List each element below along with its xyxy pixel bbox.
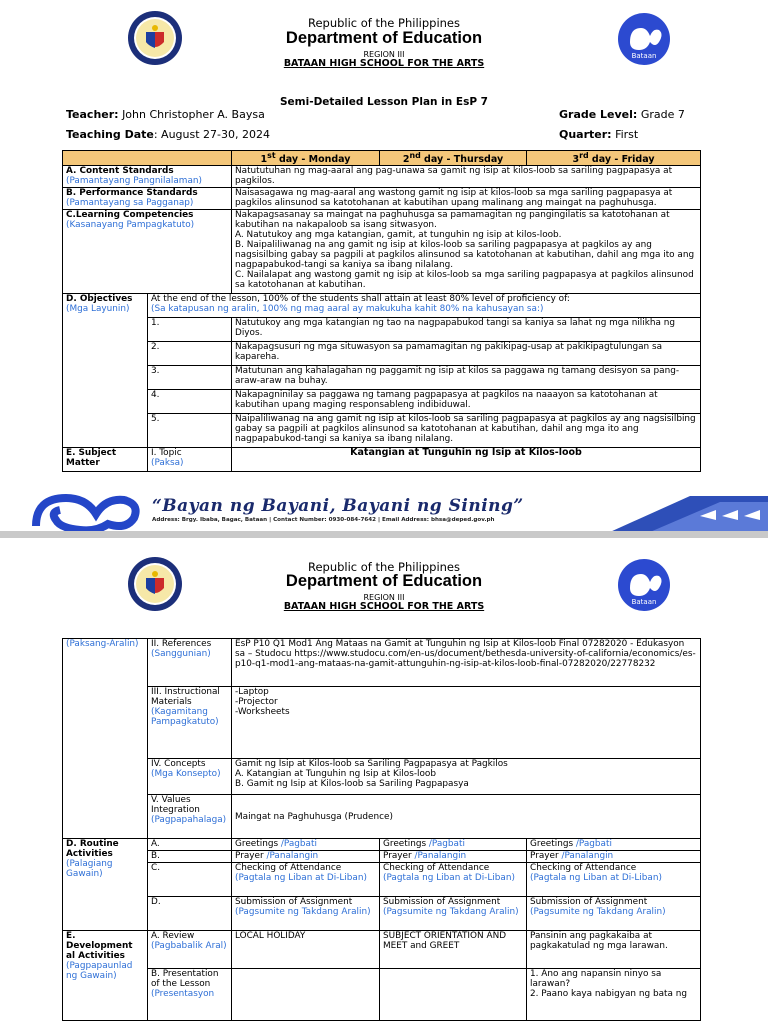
republic-text: Republic of the Philippines: [307, 560, 461, 574]
objective-row: 3. Matutunan ang kahalagahan ng paggamit ng isip at kilos sa paggawa ng tamang desisyon sa pang-araw-araw na buhay.: [63, 366, 701, 390]
page-separator: [0, 531, 768, 538]
page-2: [0, 538, 768, 1024]
objective-row: 2. Nakapagsusuri ng mga situwasyon sa pamamagitan ng pakikipag-usap at pakikipagtulungan sa kapareha.: [63, 342, 701, 366]
materials-row: III. Instructional Materials (Kagamitang Pampagkatuto) -Laptop -Projector -Worksheets: [63, 687, 701, 759]
region-text: REGION III: [363, 50, 405, 59]
lesson-table-2: [62, 638, 701, 1021]
day1-header: 1st day - Monday: [232, 151, 380, 166]
performance-standards-row: B. Performance Standards (Pamantayang sa Pagganap) Naisasagawa ng mag-aaral ang wastong gamit ng isip at kilos-loob sa mga sariling pagpapasya at pagkilos alinsunod sa katotohanan at kabutihan upang malinang ang maingat na paghuhusga.: [63, 188, 701, 210]
objective-row: 5. Naipaliliwanag na ang gamit ng isip at kilos-loob sa sariling pagpapasya at pagkilos ay ang nagsisilbing gabay sa pagpili at pagkilos alinsunod sa katotohanan at kabutihan, dahil ang mga ito ang nagpapabukod-tangi sa kaniya sa ibang nilalang.: [63, 414, 701, 448]
concepts-row: IV. Concepts (Mga Konsepto) Gamit ng Isip at Kilos-loob sa Sariling Pagpapasya at Pagkilos A. Katangian at Tunguhin ng Isip at Kilos-loob B. Gamit ng Isip at Kilos-loob sa Sariling Pagpapasya: [63, 759, 701, 795]
day2-header: 2nd day - Thursday: [380, 151, 527, 166]
objective-row: 1. Natutukoy ang mga katangian ng tao na nagpapabukod tangi sa kaniya sa lahat ng mga nilikha ng Diyos.: [63, 318, 701, 342]
content-standards-row: A. Content Standards (Pamantayang Pangnilalaman) Natututuhan ng mag-aaral ang pag-unawa sa gamit ng isip at kilos-loob sa sariling pagpapasya at pagkilos.: [63, 166, 701, 188]
day3-header: 3rd day - Friday: [527, 151, 701, 166]
teacher-info: Teacher: John Christopher A. Baysa: [66, 108, 265, 121]
school-motto: “Bayan ng Bayani, Bayani ng Sining”: [152, 496, 524, 516]
date-info: Teaching Date: August 27-30, 2024: [66, 128, 271, 141]
republic-text: Republic of the Philippines: [307, 16, 461, 30]
region-text: REGION III: [363, 593, 405, 602]
references-row: (Paksang-Aralin) II. References (Sanggunian) EsP P10 Q1 Mod1 Ang Mataas na Gamit at Tunguhin ng Isip at Kilos-loob Final 07282020 - Edukasyon sa – Studocu https://www.studocu.com/en-us/document/bethesda-university-of-california/economics/es-p10-q1-mod1-ang-mataas-na-gamit-attunguhin-ng-isip-at-kilos-loob-final-07282020/22778232: [63, 639, 701, 687]
lesson-title: Semi-Detailed Lesson Plan in EsP 7: [280, 96, 488, 108]
values-row: V. Values Integration (Pagpapahalaga) Maingat na Paghuhusga (Prudence): [63, 795, 701, 839]
school-name: BATAAN HIGH SCHOOL FOR THE ARTS: [283, 601, 485, 612]
svg-text:Bataan: Bataan: [631, 598, 657, 606]
department-title: Department of Education: [285, 572, 483, 590]
quarter-info: Quarter: First: [559, 128, 639, 141]
department-title: Department of Education: [285, 29, 483, 47]
objectives-intro-row: D. Objectives (Mga Layunin) At the end of the lesson, 100% of the students shall attain at least 80% level of proficiency of: (Sa katapusan ng aralin, 100% ng mag aaral ay makukuha kahit 80% na kahusayan sa:): [63, 294, 701, 318]
routine-row: B. Prayer /Panalangin Prayer /Panalangin Prayer /Panalangin: [63, 851, 701, 863]
routine-row: D. Submission of Assignment (Pagsumite ng Takdang Aralin) Submission of Assignment (Pagsumite ng Takdang Aralin) Submission of Assignment (Pagsumite ng Takdang Aralin): [63, 897, 701, 931]
grade-info: Grade Level: Grade 7: [559, 108, 685, 121]
svg-text:Bataan: Bataan: [631, 52, 657, 60]
objective-row: 4. Nakapagninilay sa paggawa ng tamang pagpapasya at pagkilos na naaayon sa katotohanan at kabutihan upang maging responsableng indibiduwal.: [63, 390, 701, 414]
learning-competencies-row: C.Learning Competencies (Kasanayang Pampagkatuto) Nakapagsasanay sa maingat na paghuhusga sa pamamagitan ng pangingilatis sa katotohanan at kabutihan na nakapaloob sa isang sitwasyon. A. Natutukoy ang mga katangian, gamit, at tunguhin ng isip at kilos-loob. B. Naipaliliwanag na ang gamit ng isip at kilos-loob sa sariling pagpapasya at pagkilos ay ang nagsisilbing gabay sa pagpili at pagkilos alinsunod sa katotohanan at kabutihan, dahil ang mga ito ang nagpapabukod-tangi sa kaniya sa ibang nilalang. C. Nailalapat ang wastong gamit ng isip at kilos-loob sa mga sariling pagpapasya at pagkilos alinsunod sa katotohanan at kabutihan.: [63, 210, 701, 294]
routine-row: C. Checking of Attendance (Pagtala ng Liban at Di-Liban) Checking of Attendance (Pagtala ng Liban at Di-Liban) Checking of Attendance (Pagtala ng Liban at Di-Liban): [63, 863, 701, 897]
lesson-table-1: [62, 150, 701, 472]
school-address: Address: Brgy. Ibaba, Bagac, Bataan | Contact Number: 0930-084-7642 | Email Address: bhsa@deped.gov.ph: [152, 517, 495, 523]
routine-row: D. Routine Activities (Palagiang Gawain) A. Greetings /Pagbati Greetings /Pagbati Greetings /Pagbati: [63, 839, 701, 851]
presentation-row: B. Presentation of the Lesson (Presentasyon 1. Ano ang napansin ninyo sa larawan? 2. Paano kaya nabigyan ng bata ng: [63, 969, 701, 1021]
review-row: E. Development al Activities (Pagpapaunlad ng Gawain) A. Review (Pagbabalik Aral) LOCAL HOLIDAY SUBJECT ORIENTATION AND MEET and GREET Pansinin ang pagkakaiba at pagkakatulad ng mga larawan.: [63, 931, 701, 969]
school-name: BATAAN HIGH SCHOOL FOR THE ARTS: [283, 58, 485, 69]
subject-matter-row: E. Subject Matter I. Topic (Paksa) Katangian at Tunguhin ng Isip at Kilos-loob: [63, 448, 701, 472]
